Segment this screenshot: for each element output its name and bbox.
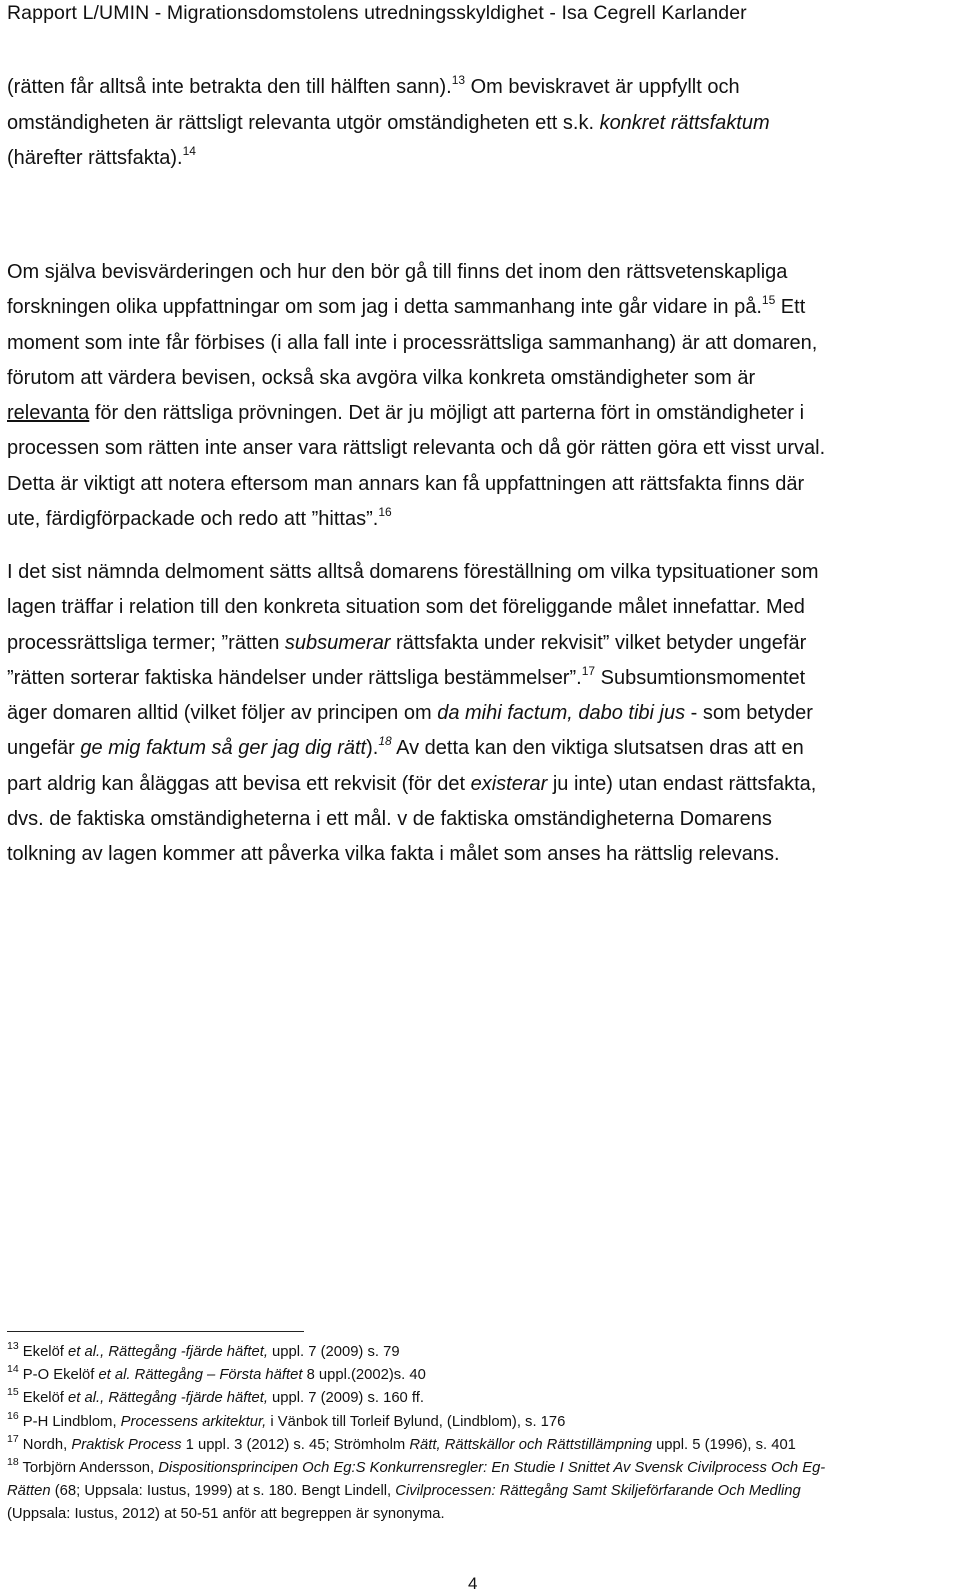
paragraph-3 (7, 555, 955, 873)
text-span: omständigheten är rättsligt relevanta utgör omständigheten ett s.k. (7, 111, 600, 134)
text-span: (68; Uppsala: Iustus, 1999) at s. 180. Bengt Lindell, (50, 1483, 396, 1500)
text-span: ju inte) utan endast rättsfakta, (547, 772, 817, 795)
text-span: ”rätten sorterar faktiska händelser under rättsliga bestämmelser”. (7, 666, 582, 689)
italic-term: subsumerar (284, 631, 391, 654)
text-span: ungefär (7, 737, 81, 760)
italic-citation: Praktisk Process (71, 1436, 182, 1453)
footnote-13 (7, 1341, 955, 1364)
text-line: processen som rätten inte anser vara rättsligt relevanta och då gör rätten göra ett visst urval. (7, 437, 826, 460)
footnote-18 (7, 1457, 955, 1480)
footnote-ref-15[interactable]: 15 (761, 293, 776, 308)
text-span: - som betyder (685, 702, 813, 725)
italic-citation: Dispositionsprincipen Och Eg:S Konkurrensregler: En Studie I Snittet Av Svensk Civilprocess Och Eg- (158, 1460, 826, 1477)
text-span: P-H Lindblom, (18, 1413, 121, 1430)
paragraph-1 (7, 70, 955, 177)
italic-citation: Civilprocessen: Rättegång Samt Skiljeförfarande Och Medling (395, 1483, 801, 1500)
document-header: Rapport L/UMIN - Migrationsdomstolens utredningsskyldighet - Isa Cegrell Karlander (7, 2, 747, 24)
text-span: Ekelöf (18, 1390, 69, 1407)
text-span: äger domaren alltid (vilket följer av principen om (7, 702, 438, 725)
text-span: (härefter rättsfakta). (7, 147, 183, 169)
text-line: tolkning av lagen kommer att påverka vilka fakta i målet som anses ha rättslig relevans. (7, 843, 780, 866)
footnote-18-cont2: (Uppsala: Iustus, 2012) at 50-51 anför att begreppen är synonyma. (7, 1506, 445, 1523)
footnote-ref-13[interactable]: 13 (451, 73, 466, 87)
italic-term: da mihi factum, dabo tibi jus (437, 702, 686, 725)
text-span: Ekelöf (18, 1344, 69, 1360)
text-span: 8 uppl.(2002)s. 40 (302, 1367, 426, 1384)
paragraph-2 (7, 255, 955, 537)
italic-term: ge mig faktum så ger jag dig rätt (80, 737, 367, 760)
text-span: 1 uppl. 3 (2012) s. 45; Strömholm (181, 1436, 410, 1453)
text-span: ). (366, 737, 379, 760)
text-span: uppl. 5 (1996), s. 401 (651, 1436, 796, 1453)
footnote-number: 17 (7, 1432, 19, 1445)
italic-citation: Processens arkitektur, (120, 1413, 267, 1430)
page-number: 4 (468, 1574, 478, 1593)
footnote-14 (7, 1364, 955, 1387)
italic-term: existerar (470, 772, 548, 795)
footnote-15 (7, 1387, 955, 1410)
text-span: för den rättsliga prövningen. Det är ju möjligt att parterna fört in omständigheter i (89, 402, 805, 425)
text-span: Subsumtionsmomentet (595, 666, 806, 689)
italic-citation: et al. Rättegång – Första häftet (98, 1367, 303, 1384)
text-span: forskningen olika uppfattningar om som jag i detta sammanhang inte går vidare in på. (7, 296, 762, 319)
text-span: Om beviskravet är uppfyllt och (465, 76, 740, 98)
italic-citation: Rätt, Rättskällor och Rättstillämpning (409, 1436, 652, 1453)
footnote-17 (7, 1434, 955, 1457)
footnote-ref-18[interactable]: 18 (378, 734, 392, 749)
text-span: processrättsliga termer; ”rätten (7, 631, 285, 654)
text-line: I det sist nämnda delmoment sätts alltså domarens föreställning om vilka typsituationer som (7, 561, 819, 583)
footnote-ref-14[interactable]: 14 (182, 144, 196, 158)
text-span: uppl. 7 (2009) s. 79 (267, 1344, 400, 1360)
italic-citation: et al., Rättegång -fjärde häftet, (68, 1344, 268, 1360)
text-span: uppl. 7 (2009) s. 160 ff. (267, 1390, 424, 1407)
footnote-ref-16[interactable]: 16 (378, 505, 392, 520)
text-span: i Vänbok till Torleif Bylund, (Lindblom), s. 176 (266, 1413, 566, 1430)
text-line: förutom att värdera bevisen, också ska avgöra vilka konkreta omständigheter som är (7, 366, 756, 389)
text-span: Ett (775, 296, 806, 319)
text-span: (rätten får alltså inte betrakta den till hälften sann). (7, 76, 452, 98)
footnote-number: 15 (7, 1386, 19, 1399)
text-line: moment som inte får förbises (i alla fall inte i processrättsliga sammanhang) är att domaren, (7, 331, 818, 354)
footnote-ref-17[interactable]: 17 (581, 663, 596, 678)
italic-term: konkret rättsfaktum (599, 111, 770, 134)
italic-citation: Rätten (7, 1483, 51, 1500)
text-line: lagen träffar i relation till den konkreta situation som det föreliggande målet innefattar. Med (7, 596, 805, 619)
footnote-number: 14 (7, 1363, 19, 1376)
text-span: Av detta kan den viktiga slutsatsen dras att en (391, 737, 804, 760)
footnote-number: 13 (7, 1340, 19, 1352)
footnote-number: 18 (7, 1456, 19, 1469)
text-line: Om själva bevisvärderingen och hur den bör gå till finns det inom den rättsvetenskapliga (7, 261, 788, 283)
text-line: Detta är viktigt att notera eftersom man annars kan få uppfattningen att rättsfakta finns där (7, 472, 805, 495)
underlined-term: relevanta (7, 402, 90, 425)
footnote-separator (7, 1331, 304, 1332)
italic-citation: et al., Rättegång -fjärde häftet, (68, 1390, 268, 1407)
footnote-18-cont (7, 1480, 955, 1503)
text-line: dvs. de faktiska omständigheterna i ett mål. v de faktiska omständigheterna Domarens (7, 808, 772, 831)
text-span: Torbjörn Andersson, (18, 1460, 159, 1477)
footnote-16 (7, 1411, 955, 1434)
text-span: rättsfakta under rekvisit” vilket betyder ungefär (390, 631, 807, 654)
footnotes (7, 1341, 955, 1527)
text-span: ute, färdigförpackade och redo att ”hittas”. (7, 508, 379, 531)
footnote-number: 16 (7, 1409, 19, 1422)
text-span: part aldrig kan åläggas att bevisa ett rekvisit (för det (7, 772, 471, 795)
text-span: Nordh, (18, 1436, 72, 1453)
text-span: P-O Ekelöf (18, 1367, 99, 1384)
